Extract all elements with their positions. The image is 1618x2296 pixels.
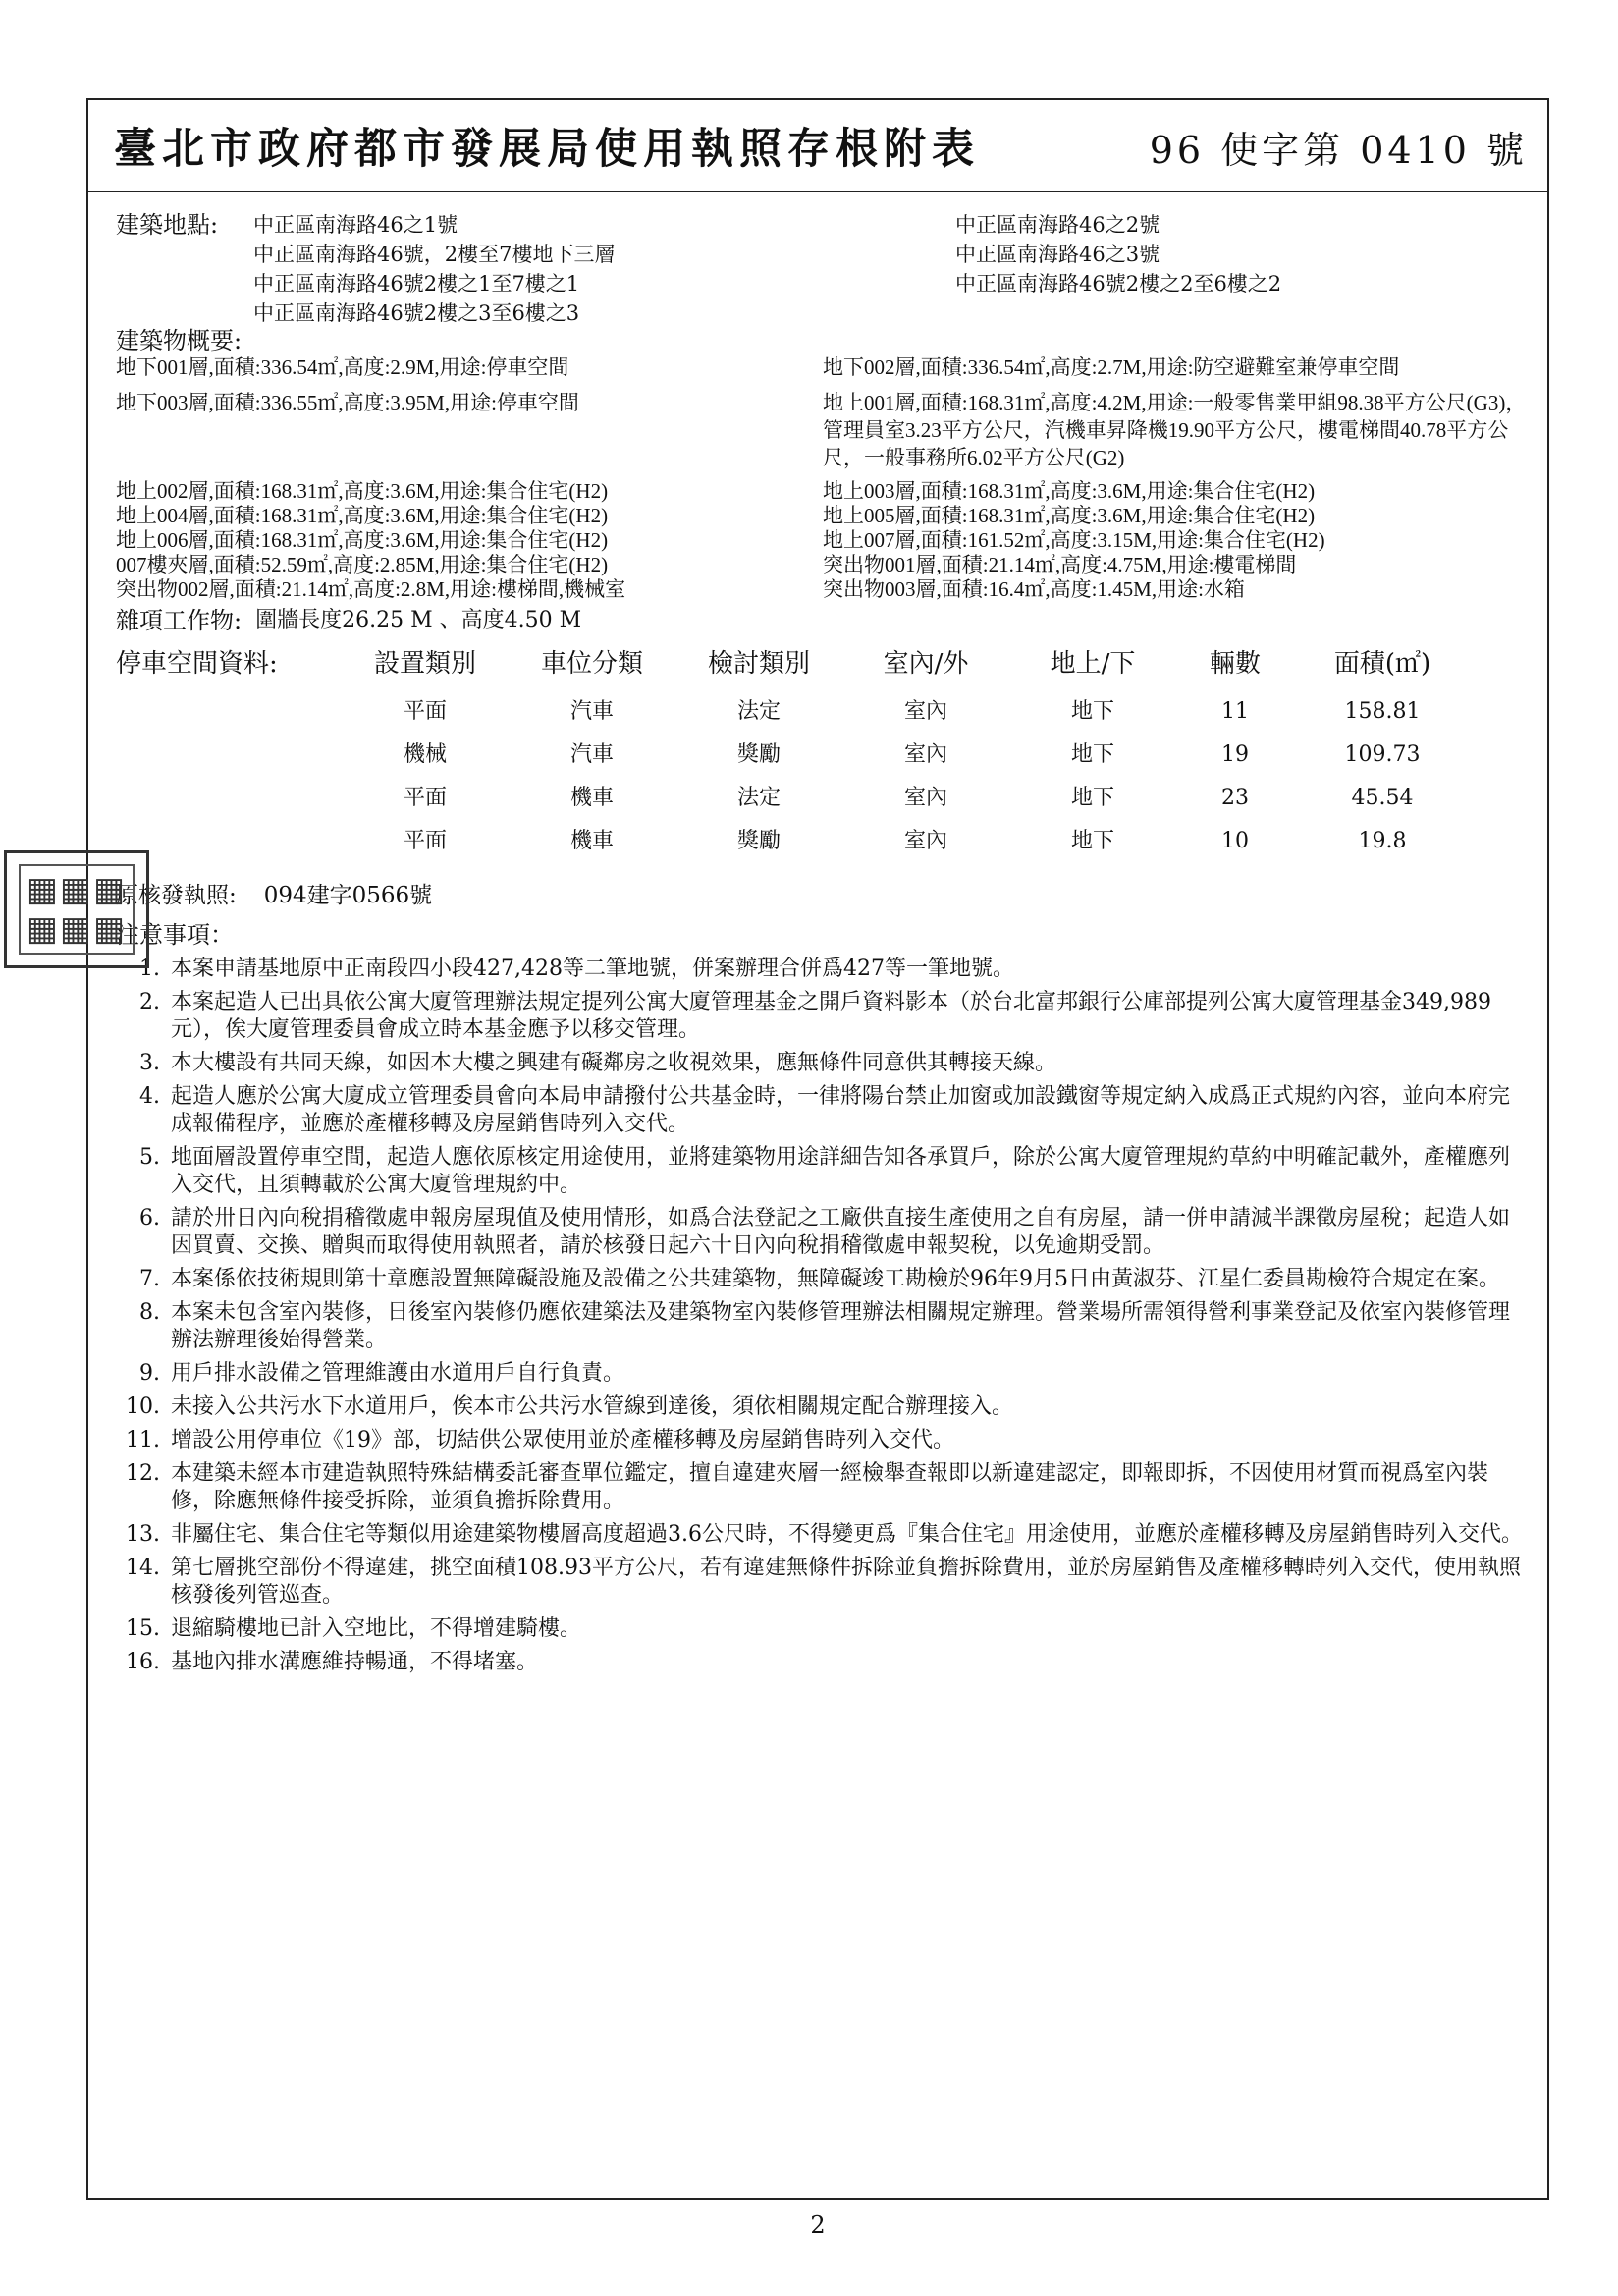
table-cell: 室內: [903, 786, 947, 810]
table-cell: 11: [1221, 699, 1249, 724]
table-cell: 158.81: [1344, 699, 1421, 724]
floor-entry: 地上003層,面積:168.31㎡,高度:3.6M,用途:集合住宅(H2): [823, 479, 1316, 503]
table-cell: 地下: [1070, 829, 1114, 853]
table-cell: 獎勵: [736, 829, 781, 853]
list-item: 4. 起造人應於公寓大廈成立管理委員會向本局申請撥付公共基金時，一律將陽台禁止加窗或加設鐵窗等規定納入成爲正式規約內容，並向本府完成報備程序，並應於產權移轉及房屋銷售時列入交代。: [167, 1083, 1530, 1138]
address-line: 中正區南海路46之3號: [955, 243, 1160, 266]
column-header: 設置類別: [373, 649, 476, 679]
page-number: 2: [810, 2212, 826, 2239]
floor-entry: 地上001層,面積:168.31㎡,高度:4.2M,用途:一般零售業甲組98.38平方公尺(G3)，管理員室3.23平方公尺，汽機車昇降機19.90平方公尺，樓電梯間40.78平方公尺，一般事務所6.02平方公尺(G2): [823, 391, 1527, 469]
floor-entry: 地下002層,面積:336.54㎡,高度:2.7M,用途:防空避難室兼停車空間: [823, 355, 1400, 379]
table-row: [116, 820, 1471, 863]
misc-value: 圍牆長度26.25 M 、高度4.50 M: [255, 608, 582, 632]
table-cell: 平面: [403, 829, 447, 853]
list-item: 3. 本大樓設有共同天線，如因本大樓之興建有礙鄰房之收視效果，應無條件同意供其轉接天線。: [167, 1050, 1530, 1077]
address-line: 中正區南海路46之1號: [253, 213, 458, 237]
column-header: 車位分類: [540, 649, 643, 679]
page-title: 臺北市政府都市發展局使用執照存根附表: [114, 125, 980, 174]
table-cell: 室內: [903, 829, 947, 853]
address-line: 中正區南海路46號2樓之2至6樓之2: [955, 272, 1282, 296]
parking-table: [116, 649, 1471, 863]
table-cell: 室內: [903, 699, 947, 724]
address-line: [955, 299, 1530, 328]
list-item: 5. 地面層設置停車空間，起造人應依原核定用途使用，並將建築物用途詳細告知各承買戶，除於公寓大廈管理規約草約中明確記載外，產權應列入交代，且須轉載於公寓大廈管理規約中。: [167, 1144, 1530, 1199]
list-item: 10. 未接入公共污水下水道用戶，俟本市公共污水管線到達後，須依相關規定配合辦理接入。: [167, 1394, 1530, 1421]
table-cell: 地下: [1070, 699, 1114, 724]
list-item: 16. 基地內排水溝應維持暢通，不得堵塞。: [167, 1649, 1530, 1676]
column-header: 檢討類別: [707, 649, 810, 679]
list-item: 8. 本案未包含室內裝修，日後室內裝修仍應依建築法及建築物室內裝修管理辦法相關規定辦理。營業場所需領得營利事業登記及依室內裝修管理辦法辦理後始得營業。: [167, 1299, 1530, 1354]
parking-header-row: [116, 649, 1471, 690]
table-cell: 汽車: [569, 742, 614, 767]
table-cell: 地下: [1070, 786, 1114, 810]
original-license-value: 094建字0566號: [263, 883, 433, 908]
original-license-label: 原核發執照:: [116, 883, 237, 908]
floor-entry: 地上007層,面積:161.52㎡,高度:3.15M,用途:集合住宅(H2): [823, 528, 1325, 552]
column-header: 面積(㎡): [1333, 649, 1431, 679]
original-license: [116, 881, 1530, 910]
misc-label: 雜項工作物:: [116, 607, 243, 634]
list-item: 13. 非屬住宅、集合住宅等類似用途建築物樓層高度超過3.6公尺時，不得變更爲『集合住宅』用途使用，並應於產權移轉及房屋銷售時列入交代。: [167, 1521, 1530, 1549]
floor-entry: 地上006層,面積:168.31㎡,高度:3.6M,用途:集合住宅(H2): [116, 528, 609, 552]
floor-entry: 地上002層,面積:168.31㎡,高度:3.6M,用途:集合住宅(H2): [116, 479, 609, 503]
table-cell: 汽車: [569, 699, 614, 724]
address-line: 中正區南海路46號，2樓至7樓地下三層: [253, 243, 616, 266]
address-label: 建築地點:: [116, 211, 219, 239]
table-cell: 10: [1221, 829, 1249, 853]
misc-works: [116, 606, 1530, 635]
list-item: 12. 本建築未經本市建造執照特殊結構委託審查單位鑑定，擅自違建夾層一經檢舉查報即以新違建認定，即報即拆，不因使用材質而視爲室內裝修，除應無條件接受拆除，並須負擔拆除費用。: [167, 1460, 1530, 1515]
document-content: [116, 210, 1530, 1682]
list-item: 1. 本案申請基地原中正南段四小段427,428等二筆地號，併案辦理合併爲427等一筆地號。: [167, 956, 1530, 983]
table-cell: 平面: [403, 699, 447, 724]
list-item: 2. 本案起造人已出具依公寓大廈管理辦法規定提列公寓大廈管理基金之開戶資料影本（於台北富邦銀行公庫部提列公寓大廈管理基金349,989元），俟大廈管理委員會成立時本基金應予以移交管理。: [167, 989, 1530, 1044]
official-seal: [4, 850, 149, 968]
column-header: 地上/下: [1050, 649, 1136, 679]
building-label: 建築物概要:: [116, 327, 243, 355]
license-serial: 96 使字第 0410 號: [1149, 129, 1528, 172]
table-row: [116, 690, 1471, 734]
notes-heading: 注意事項：: [116, 921, 234, 949]
table-cell: 109.73: [1344, 742, 1421, 767]
column-header: 室內/外: [883, 649, 969, 679]
table-cell: 19: [1221, 742, 1249, 767]
list-item: 11. 增設公用停車位《19》部，切結供公眾使用並於產權移轉及房屋銷售時列入交代。: [167, 1427, 1530, 1454]
address-line: 中正區南海路46號2樓之3至6樓之3: [253, 301, 580, 325]
building-block-2: [116, 479, 1530, 602]
floor-entry: 地上005層,面積:168.31㎡,高度:3.6M,用途:集合住宅(H2): [823, 504, 1316, 527]
seal-icon: ▦▦▦ ▦▦▦: [19, 864, 135, 955]
table-cell: 室內: [903, 742, 947, 767]
list-item: 14. 第七層挑空部份不得違建，挑空面積108.93平方公尺，若有違建無條件拆除並負擔拆除費用，並於房屋銷售及產權移轉時列入交代，使用執照核發後列管巡查。: [167, 1555, 1530, 1610]
table-row: [116, 777, 1471, 820]
floor-entry: 地下003層,面積:336.55㎡,高度:3.95M,用途:停車空間: [116, 391, 579, 414]
list-item: 15. 退縮騎樓地已計入空地比，不得增建騎樓。: [167, 1615, 1530, 1643]
floor-entry: 突出物001層,面積:21.14㎡,高度:4.75M,用途:樓電梯間: [823, 553, 1297, 576]
address-line: 中正區南海路46號2樓之1至7樓之1: [253, 272, 580, 296]
table-cell: 19.8: [1358, 829, 1407, 853]
table-cell: 平面: [403, 786, 447, 810]
notes-list: [116, 956, 1530, 1676]
table-cell: 45.54: [1351, 786, 1414, 810]
parking-label: 停車空間資料:: [116, 649, 278, 679]
table-cell: 獎勵: [736, 742, 781, 767]
table-cell: 法定: [736, 786, 781, 810]
table-row: [116, 734, 1471, 777]
address-section: [116, 210, 1530, 328]
table-cell: 23: [1221, 786, 1249, 810]
document-frame: [86, 98, 1549, 2239]
table-cell: 地下: [1070, 742, 1114, 767]
floor-entry: 地下001層,面積:336.54㎡,高度:2.9M,用途:停車空間: [116, 355, 569, 379]
address-line: 中正區南海路46之2號: [955, 213, 1160, 237]
floor-entry: 突出物002層,面積:21.14㎡,高度:2.8M,用途:樓梯間,機械室: [116, 577, 626, 601]
column-header: 輛數: [1209, 649, 1261, 679]
floor-entry: 007樓夾層,面積:52.59㎡,高度:2.85M,用途:集合住宅(H2): [116, 553, 609, 576]
floor-entry: 地上004層,面積:168.31㎡,高度:3.6M,用途:集合住宅(H2): [116, 504, 609, 527]
building-block-1: [116, 354, 1530, 479]
list-item: 6. 請於卅日內向稅捐稽徵處申報房屋現值及使用情形，如爲合法登記之工廠供直接生產使用之自有房屋，請一併申請減半課徵房屋稅；起造人如因買賣、交換、贈與而取得使用執照者，請於核發日起六十日內向稅捐稽徵處申報契稅，以免逾期受罰。: [167, 1205, 1530, 1260]
table-cell: 機車: [569, 786, 614, 810]
floor-entry: 突出物003層,面積:16.4㎡,高度:1.45M,用途:水箱: [823, 577, 1245, 601]
table-cell: 法定: [736, 699, 781, 724]
table-cell: 機車: [569, 829, 614, 853]
table-cell: 機械: [403, 742, 447, 767]
title-row: [88, 100, 1547, 192]
list-item: 9. 用戶排水設備之管理維護由水道用戶自行負責。: [167, 1360, 1530, 1388]
list-item: 7. 本案係依技術規則第十章應設置無障礙設施及設備之公共建築物，無障礙竣工勘檢於96年9月5日由黃淑芬、江星仁委員勘檢符合規定在案。: [167, 1266, 1530, 1293]
